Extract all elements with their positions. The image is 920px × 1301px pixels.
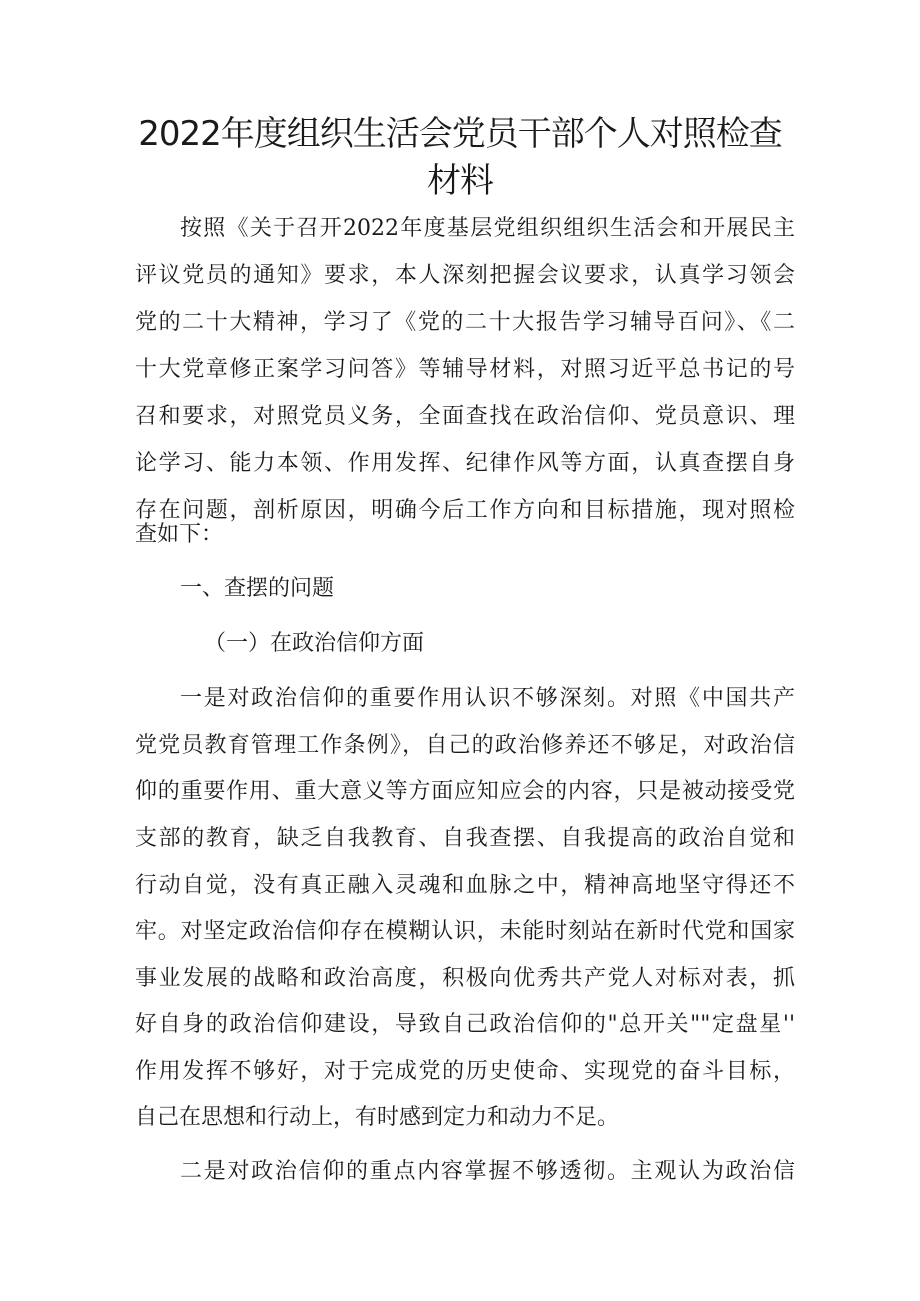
paragraph-2-line-3: 仰的重要作用、重大意义等方面应知应会的内容，只是被动接受党 xyxy=(135,779,795,804)
paragraph-2-line-10: 自己在思想和行动上，有时感到定力和动力不足。 xyxy=(135,1105,620,1130)
subsection-1-heading: （一）在政治信仰方面 xyxy=(204,631,425,656)
paragraph-1-line-1: 按照《关于召开2022年度基层党组织组织生活会和开展民主 xyxy=(180,216,795,241)
paragraph-2-line-4: 支部的教育，缺乏自我教育、自我查摆、自我提高的政治自觉和 xyxy=(135,826,795,851)
document-title-line-2: 材料 xyxy=(427,161,493,201)
paragraph-1-line-2: 评议党员的通知》要求，本人深刻把握会议要求，认真学习领会 xyxy=(135,263,795,288)
paragraph-1-line-4: 十大党章修正案学习问答》等辅导材料，对照习近平总书记的号 xyxy=(135,357,795,382)
paragraph-2-line-5: 行动自觉，没有真正融入灵魂和血脉之中，精神高地坚守得还不 xyxy=(135,873,795,898)
section-1-heading: 一、查摆的问题 xyxy=(180,576,335,601)
paragraph-1-line-8: 查如下： xyxy=(135,522,224,547)
paragraph-2-line-2: 党党员教育管理工作条例》，自己的政治修养还不够足，对政治信 xyxy=(135,733,795,758)
paragraph-2-line-7: 事业发展的战略和政治高度，积极向优秀共产党人对标对表，抓 xyxy=(135,966,795,991)
paragraph-1-line-6: 论学习、能力本领、作用发挥、纪律作风等方面，认真查摆自身 xyxy=(135,451,795,476)
paragraph-1-line-5: 召和要求，对照党员义务，全面查找在政治信仰、党员意识、理 xyxy=(135,404,795,429)
paragraph-2-line-8: 好自身的政治信仰建设，导致自己政治信仰的"总开关""定盘星'' xyxy=(135,1012,795,1037)
paragraph-2-line-9: 作用发挥不够好，对于完成党的历史使命、实现党的奋斗目标， xyxy=(135,1059,795,1084)
paragraph-3-line-1: 二是对政治信仰的重点内容掌握不够透彻。主观认为政治信 xyxy=(180,1159,795,1184)
paragraph-2-line-1: 一是对政治信仰的重要作用认识不够深刻。对照《中国共产 xyxy=(180,686,795,711)
paragraph-1-line-7: 存在问题，剖析原因，明确今后工作方向和目标措施，现对照检 xyxy=(135,498,795,523)
paragraph-2-line-6: 牢。对坚定政治信仰存在模糊认识，未能时刻站在新时代党和国家 xyxy=(135,919,795,944)
document-title-line-1: 2022年度组织生活会党员干部个人对照检查 xyxy=(138,114,782,154)
paragraph-1-line-3: 党的二十大精神，学习了《党的二十大报告学习辅导百问》、《二 xyxy=(135,310,795,335)
